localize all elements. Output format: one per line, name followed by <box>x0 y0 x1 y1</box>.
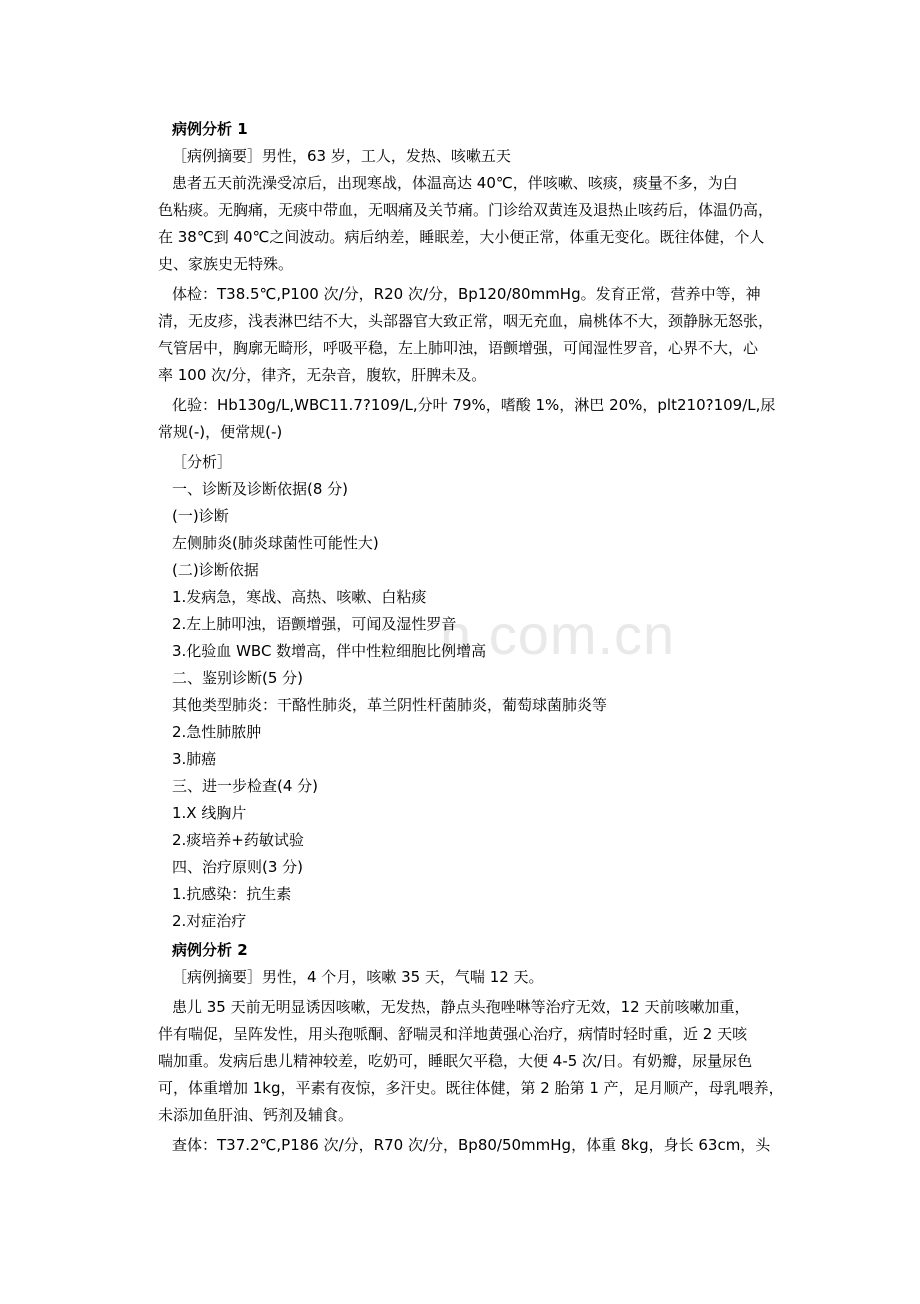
analysis-line: 左侧肺炎(肺炎球菌性可能性大) <box>172 534 379 552</box>
case2-history-line: 喘加重。发病后患儿精神较差，吃奶可，睡眠欠平稳，大便 4-5 次/日。有奶瓣，尿量尿色 <box>158 1052 753 1070</box>
analysis-line: 一、诊断及诊断依据(8 分) <box>172 480 349 498</box>
case2-exam <box>172 1132 784 1159</box>
analysis-line: 四、治疗原则(3 分) <box>172 858 304 876</box>
analysis-line: 其他类型肺炎：干酪性肺炎，革兰阴性杆菌肺炎，葡萄球菌肺炎等 <box>172 696 608 714</box>
case2-history-line: 可，体重增加 1kg，平素有夜惊，多汗史。既往体健，第 2 胎第 1 产，足月顺产，母乳喂养， <box>158 1079 784 1097</box>
case1-history-line: 患者五天前洗澡受凉后，出现寒战，体温高达 40℃，伴咳嗽、咳痰，痰量不多，为白 <box>172 174 738 192</box>
analysis-line: 3.肺癌 <box>172 750 217 768</box>
case2-title: 病例分析 2 <box>172 941 248 959</box>
case1-lab-line: 化验：Hb130g/L,WBC11.7?109/L,分叶 79%，嗜酸 1%，淋巴 20%，plt210?109/L,尿 <box>172 396 776 414</box>
case1-history-line: 色粘痰。无胸痛，无痰中带血，无咽痛及关节痛。门诊给双黄连及退热止咳药后，体温仍高， <box>158 201 774 219</box>
analysis-line: 三、进一步检查(4 分) <box>172 777 319 795</box>
case1-exam <box>158 281 784 389</box>
analysis-line: (一)诊断 <box>172 507 229 525</box>
case1-history-line: 史、家族史无特殊。 <box>158 255 294 273</box>
case1-exam-line: 率 100 次/分，律齐，无杂音，腹软，肝脾未及。 <box>158 366 487 384</box>
analysis-heading: ［分析］ <box>172 453 233 471</box>
case2-history-line: 伴有喘促，呈阵发性，用头孢哌酮、舒喘灵和洋地黄强心治疗，病情时轻时重，近 2 天咳 <box>158 1025 748 1043</box>
case1-exam-line: 清，无皮疹，浅表淋巴结不大，头部器官大致正常，咽无充血，扁桃体不大，颈静脉无怒张， <box>158 312 774 330</box>
analysis-line: 2.对症治疗 <box>172 912 247 930</box>
case2-history-line: 未添加鱼肝油、钙剂及辅食。 <box>158 1106 354 1124</box>
case1-title: 病例分析 1 <box>172 120 248 138</box>
analysis-line: 1.发病急，寒战、高热、咳嗽、白粘痰 <box>172 588 427 606</box>
analysis-line: 2.急性肺脓肿 <box>172 723 262 741</box>
case1-history <box>158 170 784 278</box>
analysis-line: 2.痰培养+药敏试验 <box>172 831 304 849</box>
case2-history <box>158 994 784 1129</box>
document-page <box>158 116 784 1159</box>
case1-history-line: 在 38℃到 40℃之间波动。病后纳差，睡眠差，大小便正常，体重无变化。既往体健，个人 <box>158 228 765 246</box>
case2-exam-line: 查体：T37.2℃,P186 次/分，R70 次/分，Bp80/50mmHg，体重 8kg，身长 63cm，头 <box>172 1136 771 1154</box>
analysis-line: 1.X 线胸片 <box>172 804 247 822</box>
case1-exam-line: 气管居中，胸廓无畸形，呼吸平稳，左上肺叩浊，语颤增强，可闻湿性罗音，心界不大，心 <box>158 339 759 357</box>
case1-lab <box>158 392 784 446</box>
analysis-line: 3.化验血 WBC 数增高，伴中性粒细胞比例增高 <box>172 642 487 660</box>
analysis-line: 2.左上肺叩浊，语颤增强，可闻及湿性罗音 <box>172 615 457 633</box>
case2-summary: ［病例摘要］男性，4 个月，咳嗽 35 天，气喘 12 天。 <box>172 968 544 986</box>
analysis-line: 1.抗感染：抗生素 <box>172 885 292 903</box>
case1-exam-line: 体检：T38.5℃,P100 次/分，R20 次/分，Bp120/80mmHg。发育正常，营养中等，神 <box>172 285 761 303</box>
watermark-text: n.com.cn <box>440 603 676 666</box>
analysis-line: 二、鉴别诊断(5 分) <box>172 669 304 687</box>
case1-summary: ［病例摘要］男性，63 岁，工人，发热、咳嗽五天 <box>172 147 511 165</box>
case2-history-line: 患儿 35 天前无明显诱因咳嗽，无发热，静点头孢唑啉等治疗无效，12 天前咳嗽加重， <box>172 998 750 1016</box>
case1-lab-line: 常规(-)，便常规(-) <box>158 423 283 441</box>
case1-analysis <box>172 476 784 935</box>
analysis-line: (二)诊断依据 <box>172 561 259 579</box>
